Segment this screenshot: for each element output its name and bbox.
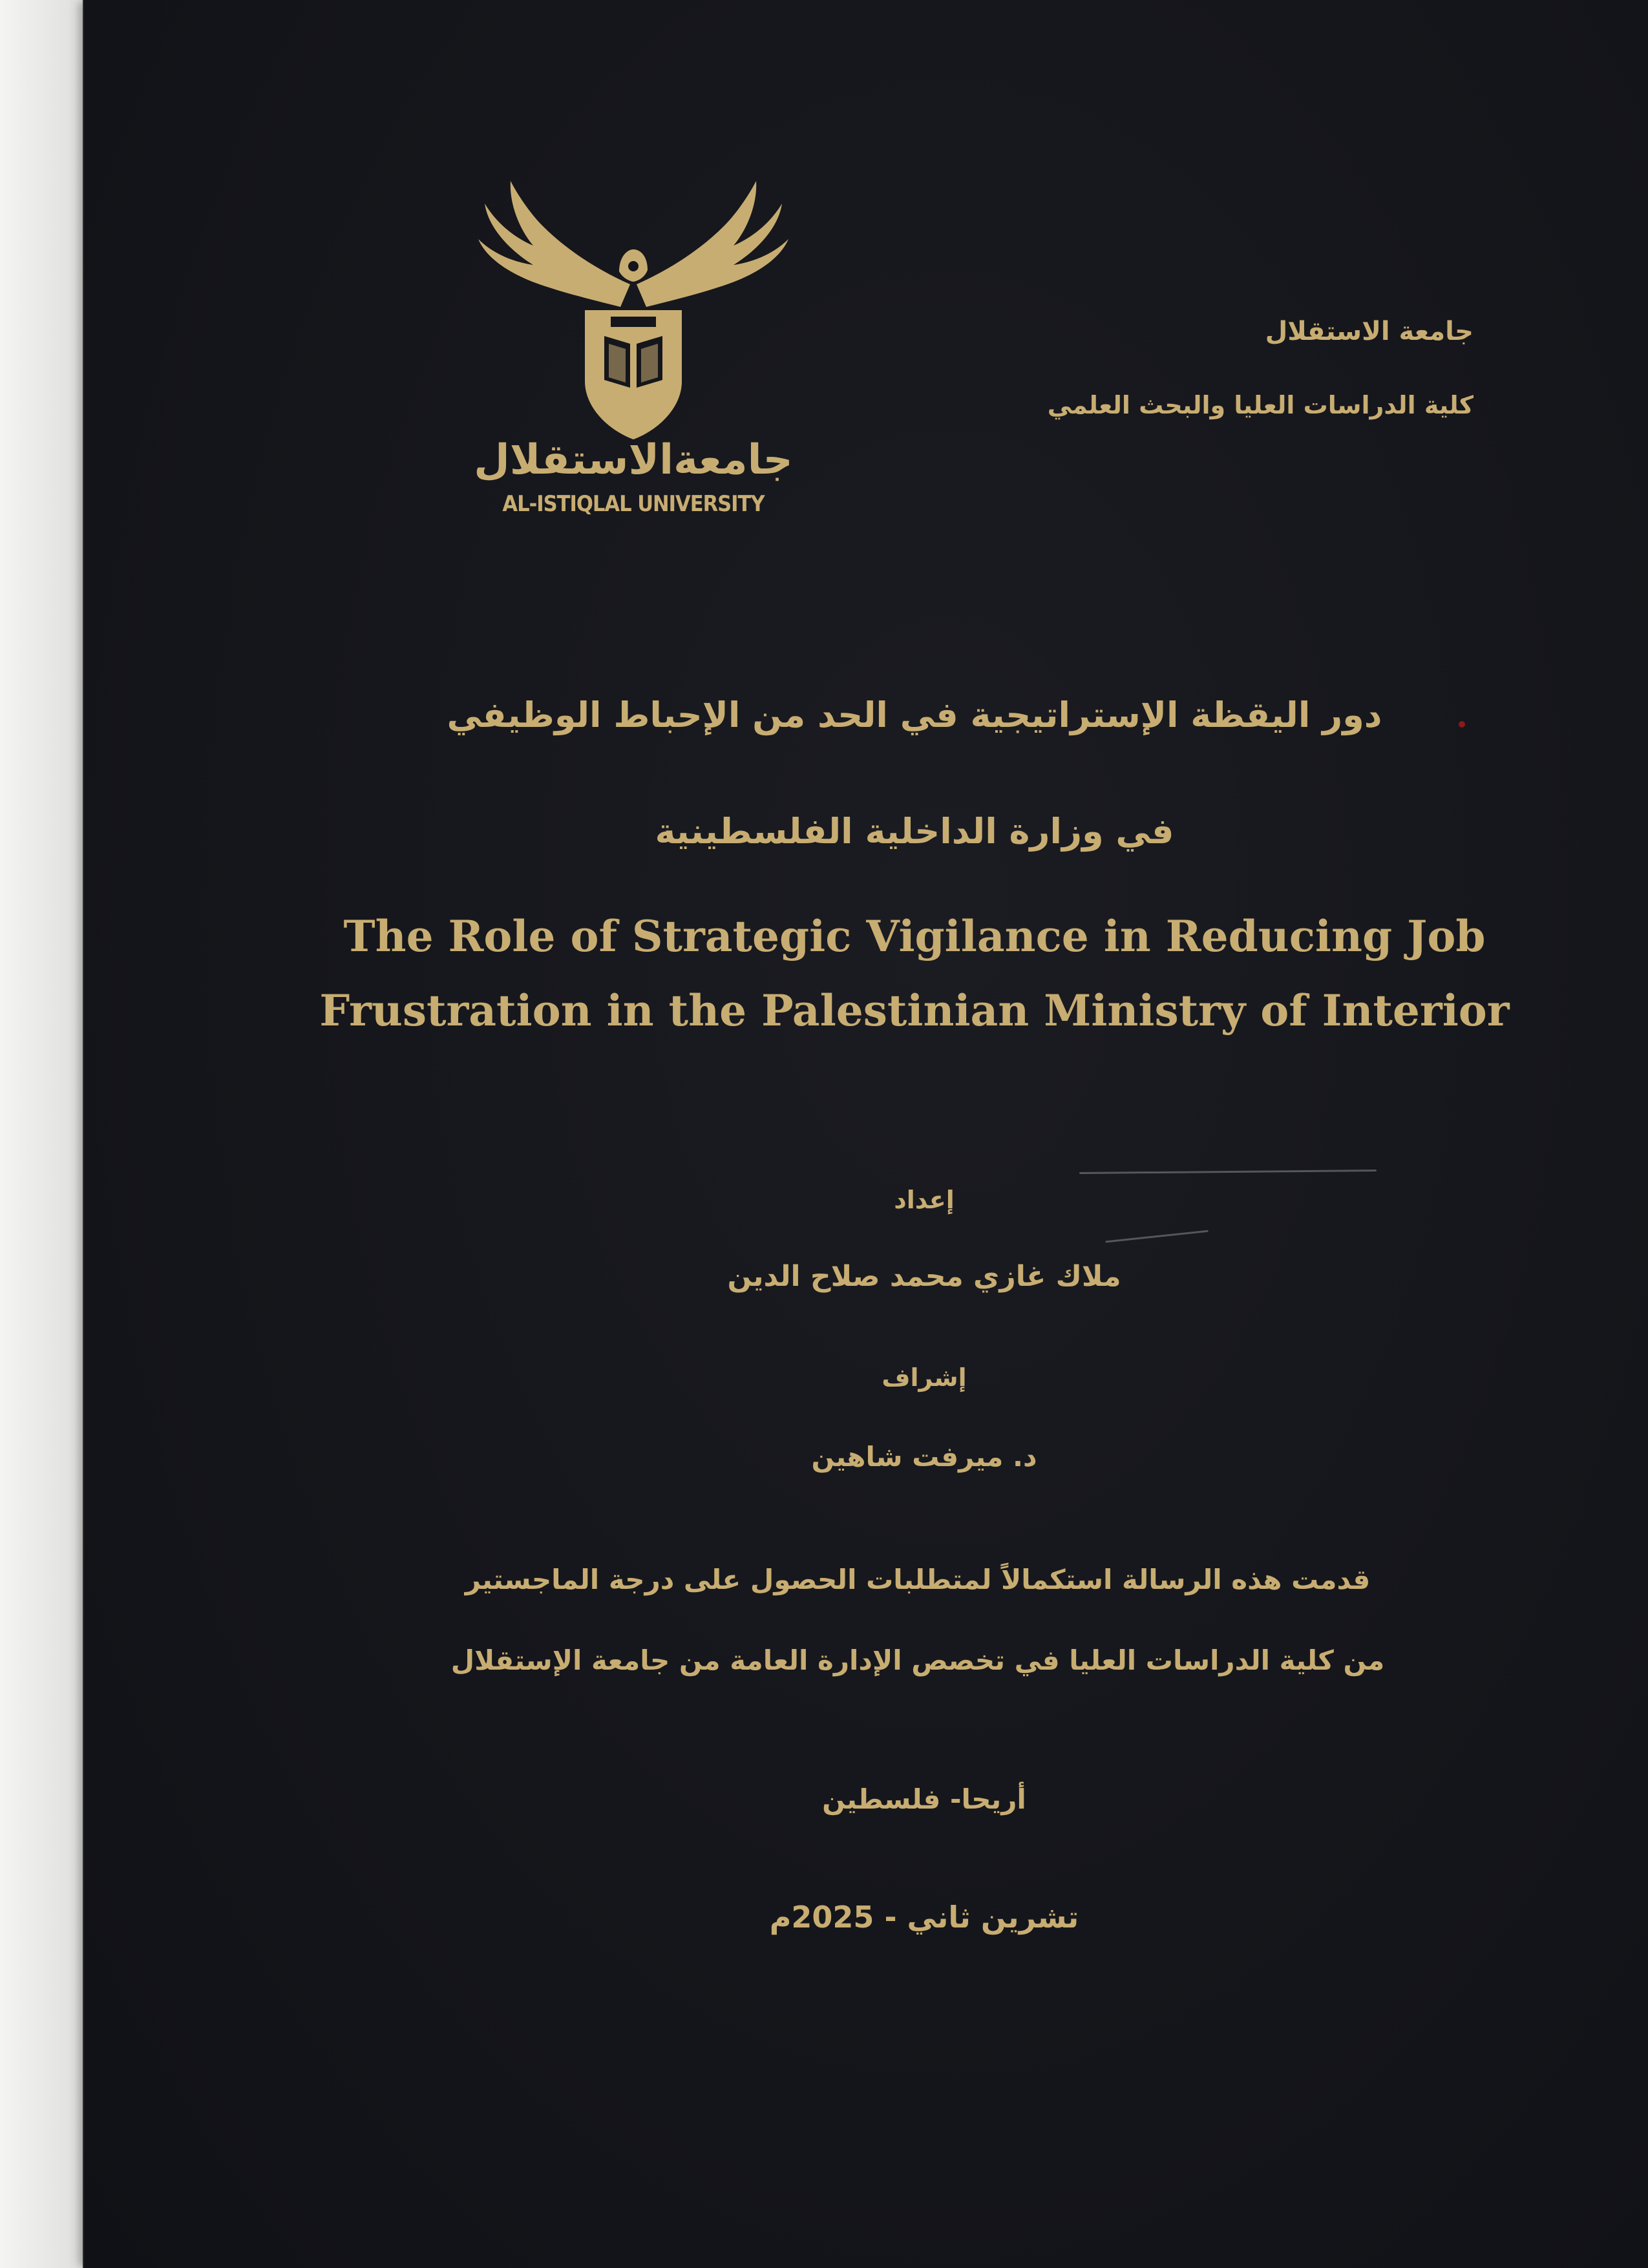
date: تشرين ثاني - 2025م <box>769 1900 1079 1935</box>
place: أريحا- فلسطين <box>822 1783 1026 1815</box>
scratch-mark <box>1079 1170 1377 1174</box>
english-title-line1: The Role of Strategic Vigilance in Reducing Job <box>343 911 1486 961</box>
college-name: كلية الدراسات العليا والبحث العلمي <box>1047 391 1474 419</box>
submission-line1: قدمت هذه الرسالة استكمالاً لمتطلبات الحصول على درجة الماجستير <box>465 1564 1371 1595</box>
submission-line2: من كلية الدراسات العليا في تخصص الإدارة العامة من جامعة الإستقلال <box>450 1644 1385 1676</box>
author-label: إعداد <box>894 1186 955 1214</box>
english-title-line2: Frustration in the Palestinian Ministry of Interior <box>319 985 1510 1036</box>
university-logo <box>472 174 834 536</box>
arabic-title-line1: دور اليقظة الإستراتيجية في الحد من الإحباط الوظيفي <box>447 695 1382 735</box>
supervisor-name: د. ميرفت شاهين <box>811 1441 1037 1473</box>
author-name: ملاك غازي محمد صلاح الدين <box>727 1260 1121 1293</box>
logo-english-name: AL-ISTIQLAL UNIVERSITY <box>502 491 765 517</box>
logo-arabic-name: جامعةالاستقلال <box>474 436 793 484</box>
university-name: جامعة الاستقلال <box>1265 317 1474 346</box>
arabic-title-line2: في وزارة الداخلية الفلسطينية <box>655 811 1174 852</box>
scratch-mark <box>1105 1230 1208 1243</box>
supervisor-label: إشراف <box>882 1363 967 1392</box>
thesis-cover <box>83 0 1648 2268</box>
eagle-emblem-icon <box>472 174 795 446</box>
